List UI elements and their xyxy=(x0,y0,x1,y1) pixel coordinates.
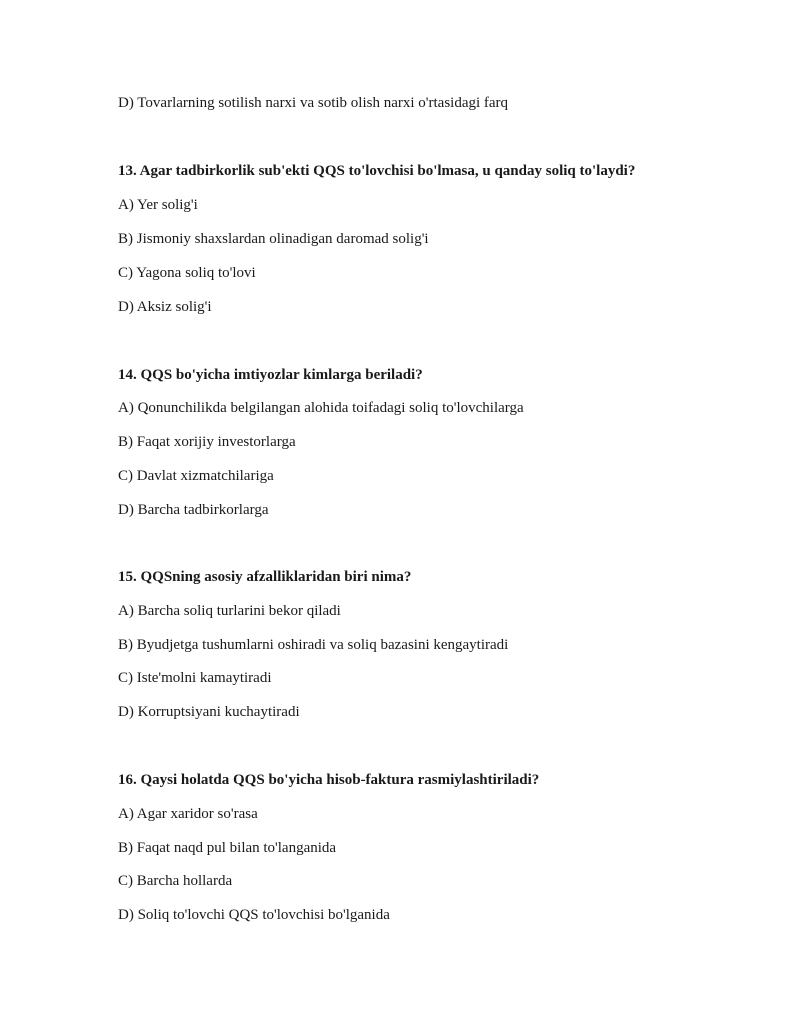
question-15-option-a: A) Barcha soliq turlarini bekor qiladi xyxy=(118,603,341,619)
question-13-option-b: B) Jismoniy shaxslardan olinadigan daromad solig'i xyxy=(118,231,429,247)
question-13-option-d: D) Aksiz solig'i xyxy=(118,299,212,315)
question-15-option-d: D) Korruptsiyani kuchaytiradi xyxy=(118,704,300,720)
question-16-option-a: A) Agar xaridor so'rasa xyxy=(118,806,258,822)
question-15-option-b: B) Byudjetga tushumlarni oshiradi va soliq bazasini kengaytiradi xyxy=(118,637,509,653)
question-16-option-c: C) Barcha hollarda xyxy=(118,873,233,889)
question-14-option-b: B) Faqat xorijiy investorlarga xyxy=(118,434,296,450)
question-14-title: 14. QQS bo'yicha imtiyozlar kimlarga beriladi? xyxy=(118,367,423,383)
question-15-title: 15. QQSning asosiy afzalliklaridan biri nima? xyxy=(118,569,412,585)
question-14-option-c: C) Davlat xizmatchilariga xyxy=(118,468,274,484)
question-13-title: 13. Agar tadbirkorlik sub'ekti QQS to'lovchisi bo'lmasa, u qanday soliq to'laydi? xyxy=(118,163,636,179)
question-16-option-d: D) Soliq to'lovchi QQS to'lovchisi bo'lganida xyxy=(118,907,390,923)
question-13-option-c: C) Yagona soliq to'lovi xyxy=(118,265,256,281)
question-16-option-b: B) Faqat naqd pul bilan to'langanida xyxy=(118,840,337,856)
question-16-title: 16. Qaysi holatda QQS bo'yicha hisob-faktura rasmiylashtiriladi? xyxy=(118,772,540,788)
leading-option: D) Tovarlarning sotilish narxi va sotib olish narxi o'rtasidagi farq xyxy=(118,95,509,111)
question-15-option-c: C) Iste'molni kamaytiradi xyxy=(118,670,272,686)
question-13-option-a: A) Yer solig'i xyxy=(118,197,198,213)
question-14-option-d: D) Barcha tadbirkorlarga xyxy=(118,502,269,518)
question-14-option-a: A) Qonunchilikda belgilangan alohida toifadagi soliq to'lovchilarga xyxy=(118,400,524,416)
